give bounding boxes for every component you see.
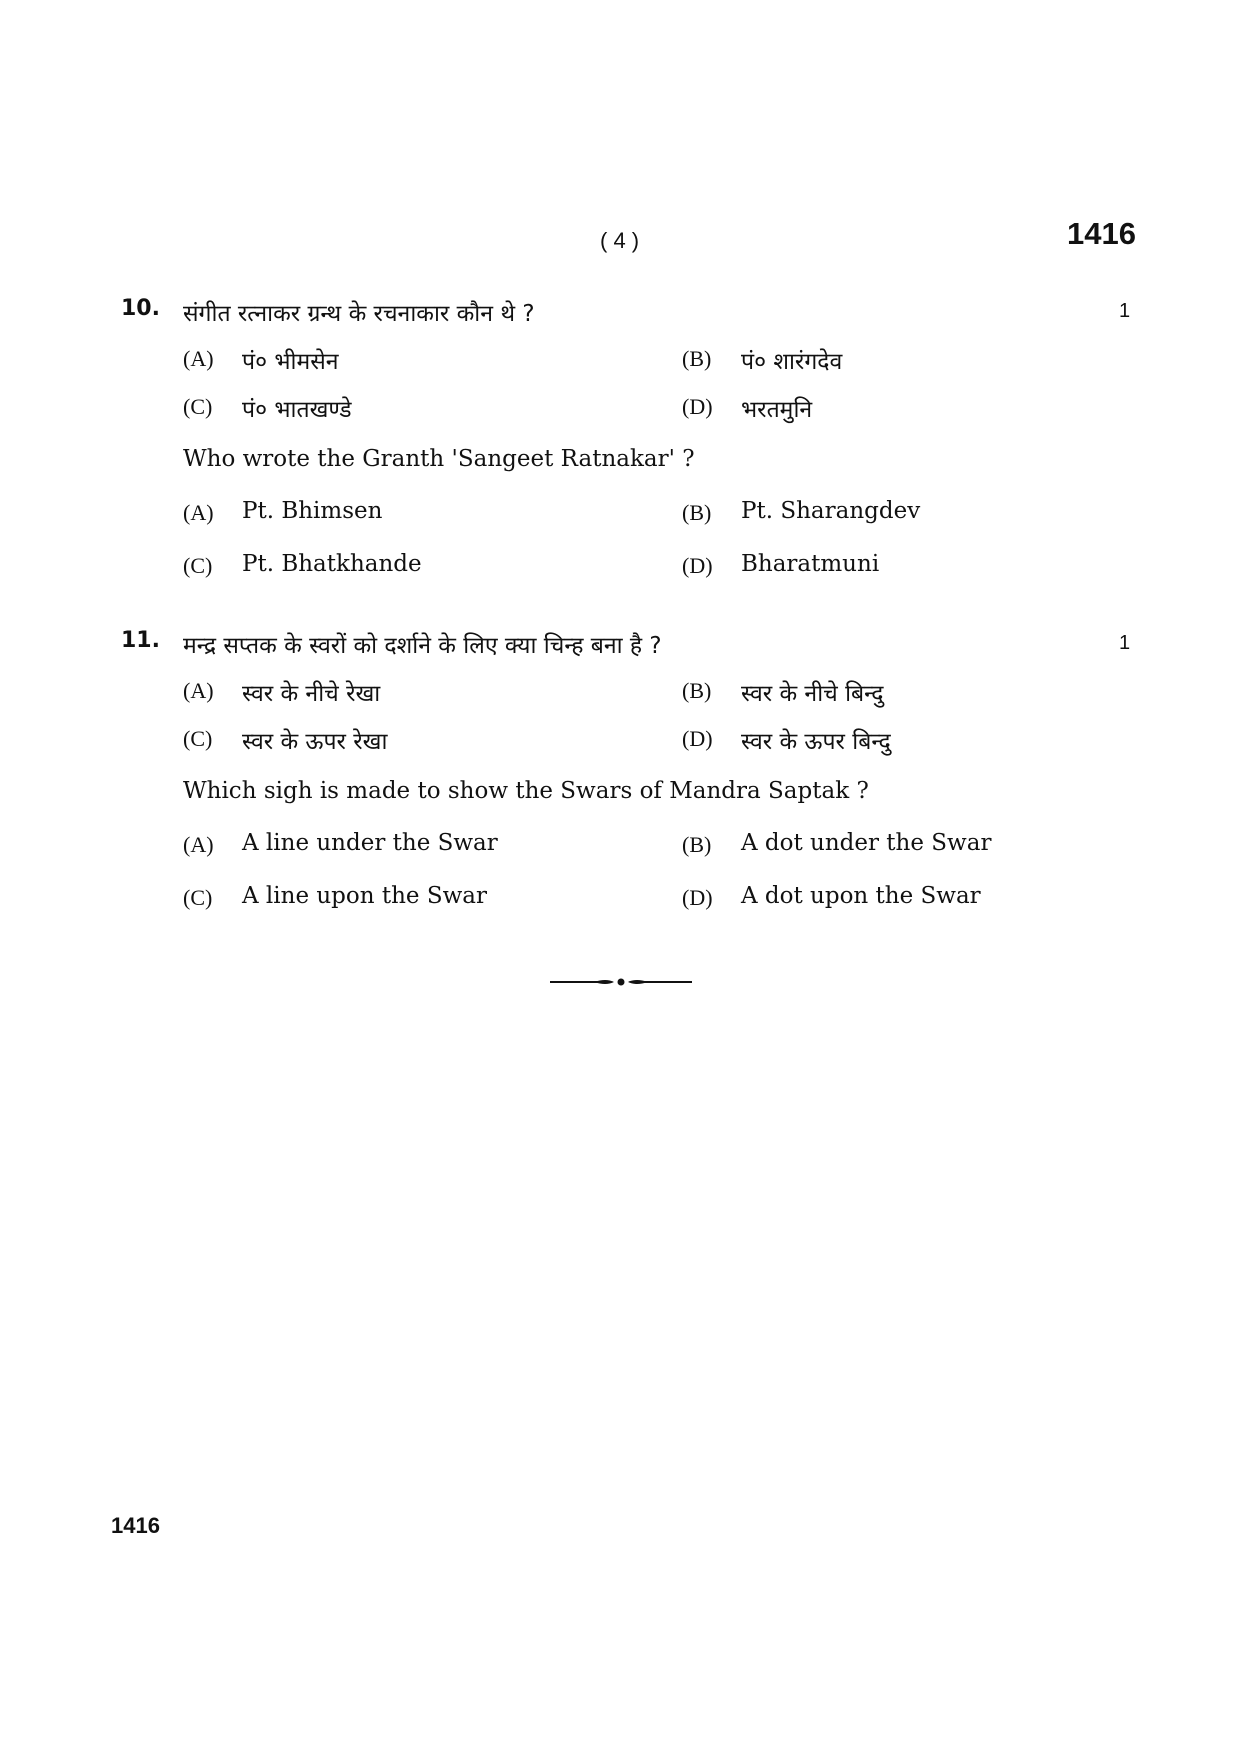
option-text: Bharatmuni [741, 551, 880, 577]
question-text-english: Who wrote the Granth 'Sangeet Ratnakar' ? [183, 446, 695, 472]
option-text: A line under the Swar [242, 830, 498, 856]
option-letter: (C) [183, 394, 213, 419]
option-letter: (C) [183, 885, 213, 910]
paper-code-footer: 1416 [111, 1513, 160, 1538]
option-text: A dot under the Swar [741, 830, 992, 856]
option-text: पं० भातखण्डे [242, 397, 352, 423]
paper-code-header: 1416 [1067, 216, 1136, 251]
option-text: Pt. Sharangdev [741, 498, 921, 524]
option-letter: (B) [682, 678, 712, 703]
option-letter: (D) [682, 553, 713, 578]
option-text: A line upon the Swar [242, 883, 488, 909]
question-marks: 1 [1119, 300, 1131, 322]
option-text: A dot upon the Swar [741, 883, 981, 909]
question-number: 11. [121, 628, 160, 653]
option-letter: (D) [682, 394, 713, 419]
option-text: पं० भीमसेन [242, 349, 339, 375]
option-letter: (C) [183, 726, 213, 751]
option-text: Pt. Bhimsen [242, 498, 383, 524]
option-letter: (A) [183, 678, 214, 703]
option-letter: (A) [183, 832, 214, 857]
option-letter: (B) [682, 832, 712, 857]
option-text: स्वर के नीचे रेखा [242, 681, 381, 707]
option-letter: (C) [183, 553, 213, 578]
question-marks: 1 [1119, 632, 1131, 654]
option-text: Pt. Bhatkhande [242, 551, 422, 577]
option-text: स्वर के ऊपर रेखा [242, 729, 388, 755]
option-letter: (D) [682, 726, 713, 751]
option-text: स्वर के नीचे बिन्दु [741, 681, 884, 707]
option-text: स्वर के ऊपर बिन्दु [741, 729, 891, 755]
option-text: भरतमुनि [741, 397, 813, 423]
option-text: पं० शारंगदेव [741, 349, 843, 375]
option-letter: (A) [183, 346, 214, 371]
option-letter: (A) [183, 500, 214, 525]
option-letter: (D) [682, 885, 713, 910]
end-ornament-divider [550, 975, 692, 989]
question-text-english: Which sigh is made to show the Swars of Mandra Saptak ? [183, 778, 869, 804]
question-text-hindi: मन्द्र सप्तक के स्वरों को दर्शाने के लिए क्या चिन्ह बना है ? [183, 633, 662, 659]
page-number: ( 4 ) [600, 228, 640, 253]
option-letter: (B) [682, 500, 712, 525]
question-text-hindi: संगीत रत्नाकर ग्रन्थ के रचनाकार कौन थे ? [183, 301, 535, 327]
option-letter: (B) [682, 346, 712, 371]
question-number: 10. [121, 296, 160, 321]
